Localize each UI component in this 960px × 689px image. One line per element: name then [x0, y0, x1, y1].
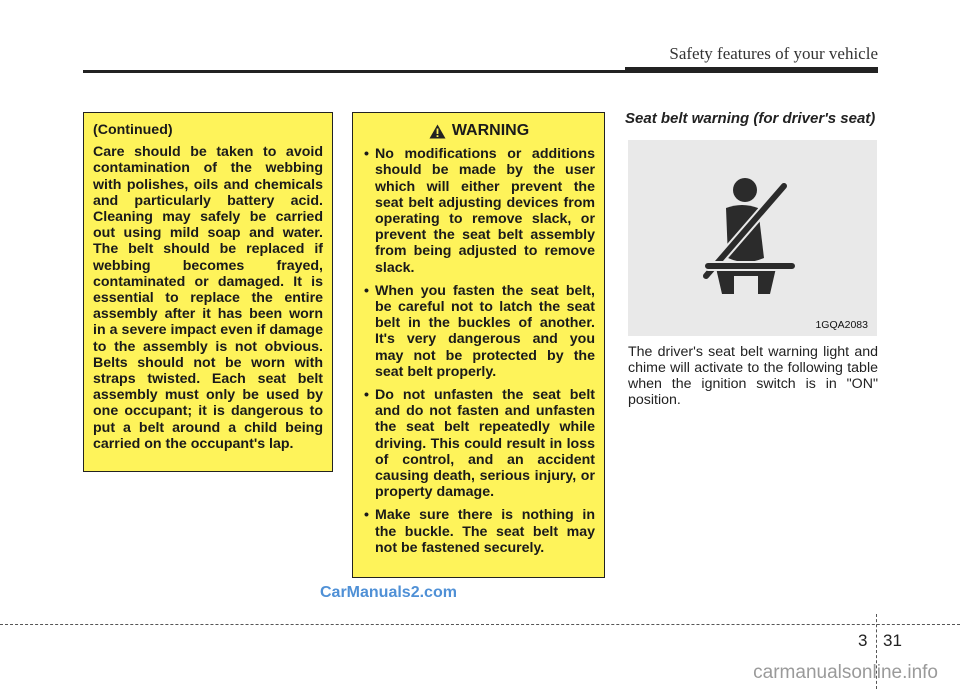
seatbelt-figure — [628, 140, 877, 336]
warning-heading-label: WARNING — [451, 122, 530, 139]
source-watermark: carmanualsonline.info — [753, 662, 938, 683]
warning-list — [363, 146, 595, 556]
seatbelt-warning-icon — [692, 176, 812, 302]
figure-code: 1GQA2083 — [815, 319, 868, 331]
section-title: Seat belt warning (for driver's seat) — [625, 110, 876, 127]
warning-box — [352, 112, 605, 578]
warning-item: • Do not unfasten the seat belt and do not fasten and unfasten the seat belt repeatedly while driving. This could result in loss of control, and an accident causing death, serious injury, or property damage. — [363, 387, 595, 500]
header-rule — [83, 70, 625, 73]
section-body-text: The driver's seat belt warning light and chime will activate to the following table when the ignition switch is in "ON" position. — [628, 344, 878, 408]
warning-triangle-icon — [429, 124, 446, 139]
page-number: 31 — [883, 631, 902, 650]
warning-item: • When you fasten the seat belt, be careful not to latch the seat belt in the buckles of another. It's very dangerous and you may not be protected by the seat belt properly. — [363, 283, 595, 380]
header-rule-accent — [625, 67, 878, 73]
warning-item: • No modifications or additions should be made by the user which will either prevent the seat belt adjusting devices from operating to remove slack, or prevent the seat belt assembly from being adjusted to remove slack. — [363, 146, 595, 276]
continued-title: (Continued) — [93, 122, 173, 138]
continued-caution-box — [83, 112, 333, 472]
footer-rule — [0, 624, 960, 625]
warning-item: • Make sure there is nothing in the buckle. The seat belt may not be fastened securely. — [363, 507, 595, 556]
continued-text: Care should be taken to avoid contamination of the webbing with polishes, oils and chemicals and particularly battery acid. Cleaning may safely be carried out using mild soap and water. The belt should be replaced if webbing becomes frayed, contaminated or damaged. It is essential to replace the entire assembly after it has been worn in a severe impact even if damage to the assembly is not obvious. Belts should not be worn with straps twisted. Each seat belt assembly must only be used by one occupant; it is dangerous to put a belt around a child being carried on the occupant's lap. — [93, 144, 323, 452]
header-title: Safety features of your vehicle — [669, 44, 878, 63]
warning-heading — [363, 123, 595, 139]
watermark-logo: CarManuals2.com — [320, 584, 457, 601]
section-number: 3 — [858, 631, 868, 650]
